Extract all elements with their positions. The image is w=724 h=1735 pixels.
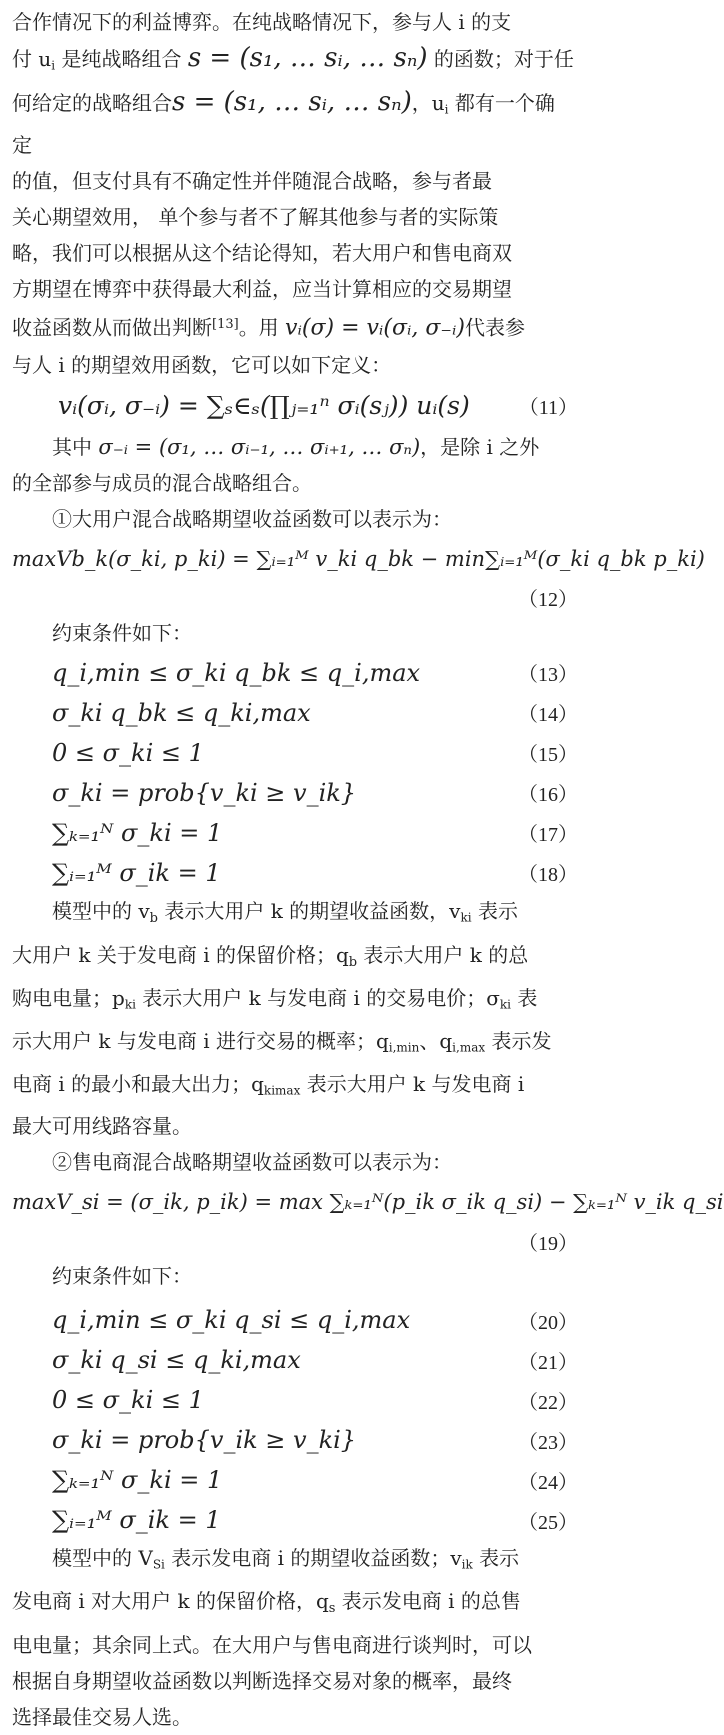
- equation-12-number-row: [12, 581, 578, 615]
- equation-formula: σ_ki = prob{v_ik ≥ v_ki}: [52, 1426, 357, 1455]
- text-line: [12, 937, 574, 981]
- text-span: 的函数；对于任: [427, 47, 574, 71]
- constraint-17: [12, 813, 578, 853]
- equation-number: （16）: [518, 784, 578, 807]
- text-span: ，u: [411, 90, 445, 115]
- subscript: i: [444, 102, 449, 117]
- text-span: 表示大用户 k 的期望收益函数，v: [157, 898, 461, 923]
- equation-number: （22）: [518, 1391, 578, 1414]
- equation-number: （13）: [518, 664, 578, 687]
- text-span: 是纯战略组合: [55, 47, 188, 71]
- text-line: 的全部参与成员的混合战略组合。: [12, 470, 312, 495]
- text-span: 表示: [471, 898, 518, 923]
- text-span: 示大用户 k 与发电商 i 进行交易的概率；q: [12, 1029, 389, 1054]
- text-span: 付 u: [12, 47, 52, 71]
- equation-12: [12, 537, 705, 581]
- equation-number: （19）: [518, 1232, 578, 1255]
- equation-formula: q_i,min ≤ σ_ki q_si ≤ q_i,max: [52, 1306, 411, 1335]
- equation-formula: maxV_si = (σ_ik, p_ik) = max ∑ₖ₌₁ᴺ(p_ik σ_ik q_si) − ∑ₖ₌₁ᴺ v_ik q_si: [12, 1190, 724, 1215]
- subscript: b: [149, 910, 158, 926]
- constraint-23: [12, 1420, 578, 1460]
- text-span: 表示大用户 k 与发电商 i 的交易电价；σ: [135, 986, 500, 1011]
- constraint-14: [12, 693, 578, 733]
- equation-formula: 0 ≤ σ_ki ≤ 1: [52, 738, 204, 767]
- equation-formula: ∑ₖ₌₁ᴺ σ_ki = 1: [52, 1466, 223, 1495]
- equation-number: （25）: [518, 1511, 578, 1534]
- text-line: 合作情况下的利益博弈。在纯战略情况下，参与人 i 的支: [12, 10, 512, 34]
- subscript: ki: [124, 998, 136, 1013]
- text-span: 何给定的战略组合: [12, 90, 172, 115]
- text-span: 其中: [52, 434, 99, 459]
- text-span: 购电电量；p: [12, 986, 125, 1011]
- equation-number: （21）: [518, 1351, 578, 1374]
- spacer: [12, 1294, 574, 1298]
- text-line: 的值，但支付具有不确定性并伴随混合战略，参与者最: [12, 169, 492, 194]
- subscript: kimax: [263, 1083, 301, 1098]
- text-span: 模型中的 v: [52, 898, 150, 923]
- text-span: 代表参: [465, 315, 526, 340]
- constraint-15: [12, 733, 578, 773]
- text-line: [12, 1023, 574, 1066]
- text-line: [12, 307, 574, 347]
- text-line: 选择最佳交易人选。: [12, 1704, 192, 1729]
- constraint-21: [12, 1340, 578, 1380]
- equation-number: （11）: [518, 397, 578, 420]
- text-span: 表示发: [485, 1029, 552, 1054]
- citation: [13]: [212, 317, 239, 333]
- text-span: 模型中的 V: [52, 1546, 153, 1571]
- equation-number: （24）: [518, 1471, 578, 1494]
- section-1-title: ①大用户混合战略期望收益函数可以表示为：: [52, 506, 452, 531]
- equation-formula: vᵢ(σᵢ, σ₋ᵢ) = ∑ₛ∈ₛ(∏ⱼ₌₁ⁿ σᵢ(sⱼ)) uᵢ(s): [58, 391, 470, 421]
- equation-number: （18）: [518, 864, 578, 887]
- text-line: [12, 893, 574, 937]
- text-line: 略，我们可以根据从这个结论得知，若大用户和售电商双: [12, 241, 512, 266]
- text-line: 关心期望效用， 单个参与者不了解其他参与者的实际策: [12, 205, 499, 230]
- text-line: [12, 84, 574, 164]
- inline-math: s = (s₁, … sᵢ, … sₙ): [187, 43, 428, 73]
- text-span: 收益函数从而做出判断: [12, 315, 212, 340]
- text-span: 表: [511, 986, 538, 1011]
- text-line: [12, 1540, 574, 1583]
- constraint-20: [12, 1300, 578, 1340]
- inline-math: vᵢ(σ) = vᵢ(σᵢ, σ₋ᵢ): [285, 315, 466, 341]
- constraint-25: [12, 1500, 578, 1540]
- text-line: 电电量；其余同上式。在大用户与售电商进行谈判时，可以: [12, 1632, 532, 1657]
- equation-formula: ∑ᵢ₌₁ᴹ σ_ik = 1: [52, 1506, 221, 1535]
- text-line: 方期望在博弈中获得最大利益，应当计算相应的交易期望: [12, 277, 512, 302]
- subscript: i,max: [452, 1040, 486, 1055]
- equation-number: （17）: [518, 824, 578, 847]
- subscript: ki: [499, 998, 511, 1013]
- equation-formula: σ_ki = prob{v_ki ≥ v_ik}: [52, 778, 357, 807]
- constraints-label-1: 约束条件如下：: [52, 620, 192, 645]
- paragraph-2: [12, 429, 574, 465]
- text-line: [12, 1583, 574, 1627]
- text-line: [52, 429, 574, 465]
- constraint-22: [12, 1380, 578, 1420]
- equation-formula: σ_ki q_bk ≤ q_ki,max: [52, 698, 311, 727]
- text-line: 根据自身期望收益函数以判断选择交易对象的概率，最终: [12, 1668, 512, 1693]
- text-span: 表示大用户 k 与发电商 i: [300, 1071, 525, 1096]
- text-line: 最大可用线路容量。: [12, 1114, 192, 1139]
- text-line: [12, 40, 574, 84]
- text-span: 表示发电商 i 的总售: [335, 1588, 521, 1613]
- constraints-list-2: [12, 1300, 578, 1540]
- text-span: 电商 i 的最小和最大出力；q: [12, 1071, 264, 1096]
- text-span: 表示发电商 i 的期望收益函数；v: [164, 1546, 462, 1571]
- equation-number: （14）: [518, 704, 578, 727]
- constraint-24: [12, 1460, 578, 1500]
- subscript: ki: [460, 910, 472, 925]
- subscript: s: [328, 1600, 336, 1616]
- text-line: [12, 1066, 574, 1109]
- text-line: 与人 i 的期望效用函数，它可以如下定义：: [12, 352, 392, 377]
- equation-number: （20）: [518, 1311, 578, 1334]
- text-span: 、q: [419, 1029, 453, 1054]
- subscript: ik: [461, 1557, 473, 1572]
- equation-formula: σ_ki q_si ≤ q_ki,max: [52, 1346, 301, 1375]
- equation-formula: maxVb_k(σ_ki, p_ki) = ∑ᵢ₌₁ᴹ v_ki q_bk − min∑ᵢ₌₁ᴹ(σ_ki q_bk p_ki): [12, 546, 705, 571]
- equation-formula: ∑ₖ₌₁ᴺ σ_ki = 1: [52, 818, 223, 847]
- constraints-label-2: 约束条件如下：: [52, 1264, 192, 1289]
- subscript: Si: [152, 1557, 165, 1572]
- constraint-13: [12, 653, 578, 693]
- equation-19: [12, 1180, 724, 1224]
- text-span: 大用户 k 关于发电商 i 的保留价格；q: [12, 942, 349, 967]
- text-span: 都有一个确定: [12, 90, 555, 158]
- subscript: i,min: [388, 1040, 420, 1055]
- section-2-title: ②售电商混合战略期望收益函数可以表示为：: [52, 1150, 452, 1175]
- paragraph-4: [12, 1540, 574, 1734]
- text-span: 表示大用户 k 的总: [357, 942, 529, 967]
- equation-formula: 0 ≤ σ_ki ≤ 1: [52, 1386, 204, 1415]
- subscript: i: [51, 58, 56, 73]
- constraint-16: [12, 773, 578, 813]
- text-span: 表示: [472, 1546, 520, 1571]
- equation-number: （12）: [518, 589, 578, 612]
- equation-11: [12, 383, 578, 429]
- paragraph-3: [12, 893, 574, 1145]
- equation-19-number-row: [12, 1224, 578, 1258]
- equation-formula: ∑ᵢ₌₁ᴹ σ_ik = 1: [52, 858, 221, 887]
- text-span: 。用: [238, 315, 286, 340]
- text-span: 发电商 i 对大用户 k 的保留价格，q: [12, 1588, 329, 1613]
- subscript: b: [348, 954, 358, 970]
- text-span: ，是除 i 之外: [420, 434, 540, 459]
- inline-math: s = (s₁, … sᵢ, … sₙ): [172, 86, 412, 117]
- constraint-18: [12, 853, 578, 893]
- paragraph-1: [12, 4, 574, 383]
- constraints-list-1: [12, 653, 578, 893]
- equation-number: （15）: [518, 744, 578, 767]
- equation-formula: q_i,min ≤ σ_ki q_bk ≤ q_i,max: [52, 658, 421, 687]
- text-line: [12, 980, 574, 1023]
- inline-math: σ₋ᵢ = (σ₁, … σᵢ₋₁, … σᵢ₊₁, … σₙ): [98, 434, 421, 459]
- equation-number: （23）: [518, 1431, 578, 1454]
